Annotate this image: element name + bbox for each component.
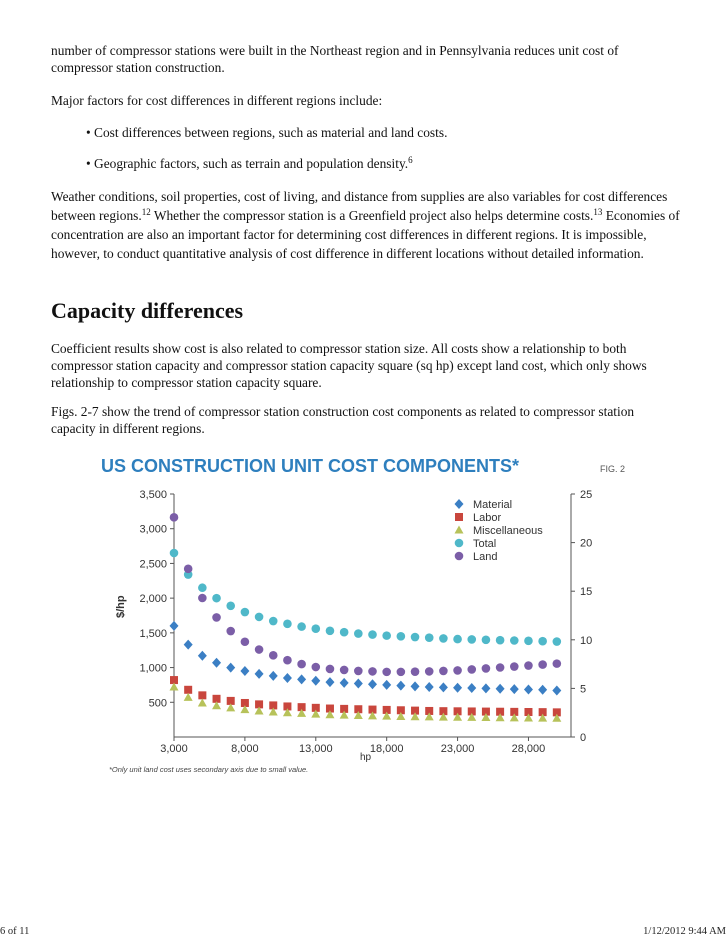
total-point [297,622,306,631]
land-point [538,660,547,669]
total-point [368,630,377,639]
total-point [241,608,250,617]
material-point [411,681,420,691]
cost-components-chart [95,448,640,778]
y2-tick-label: 0 [580,732,587,744]
land-point [212,613,221,622]
land-point [524,661,533,670]
total-point [482,636,491,645]
total-point [326,626,335,635]
land-point [184,565,193,574]
chart-marks [170,513,562,722]
total-point [524,637,533,646]
land-point [439,667,448,676]
y-tick-label: 500 [148,697,167,710]
x-tick-label: 18,000 [369,743,404,755]
land-point [496,663,505,672]
material-point [552,685,561,695]
legend-total-label: Total [473,538,497,550]
land-point [453,666,462,675]
total-point [425,633,434,642]
reference-superscript: 6 [408,155,413,165]
reference-superscript: 12 [141,207,151,217]
material-point [255,669,264,679]
y2-tick-label: 15 [580,586,593,599]
total-point [283,620,292,629]
legend-labor-marker [455,513,463,521]
land-point [226,627,235,636]
total-point [269,617,278,626]
land-point [354,667,363,676]
land-point [170,513,179,522]
paragraph-weather-conditions [51,187,681,263]
legend-total-marker [455,539,464,548]
total-point [467,635,476,644]
land-point [297,660,306,669]
material-point [198,651,207,661]
land-point [311,663,320,672]
material-point [297,674,306,684]
y-tick-label: 3,500 [139,489,167,501]
legend-miscellaneous-label: Miscellaneous [473,525,543,537]
figure-label: FIG. 2 [600,464,626,474]
land-point [411,667,420,676]
total-point [397,632,406,641]
material-point [212,658,221,668]
bullet-text: • Geographic factors, such as terrain and population density. [86,156,409,171]
x-tick-label: 13,000 [298,743,333,755]
total-point [170,549,179,558]
y2-tick-label: 5 [580,683,587,696]
total-point [453,635,462,644]
land-point [510,662,519,671]
land-point [255,645,264,654]
material-point [439,682,448,692]
legend-labor-label: Labor [473,512,502,524]
legend-land-label: Land [473,551,498,563]
y2-tick-label: 10 [580,634,593,647]
legend-miscellaneous-marker [455,526,464,534]
land-point [198,594,207,603]
material-point [396,681,405,691]
chart-footnote: *Only unit land cost uses secondary axis due to small value. [109,765,309,774]
total-point [553,637,562,646]
material-point [354,679,363,689]
material-point [425,682,434,692]
y-tick-label: 3,000 [139,523,167,536]
paragraph-text: Weather conditions, soil properties, cost of living, and distance from supplies are also variables for cost differences between regions. [51,189,668,223]
material-point [481,683,490,693]
y2-tick-label: 20 [580,537,593,550]
paragraph-figs-trend: Figs. 2-7 show the trend of compressor station construction cost components as related to compressor station capacity in different regions. [51,404,635,436]
y-axis-label: $/hp [115,595,127,618]
paragraph-major-factors: Major factors for cost differences in different regions include: [51,93,383,108]
material-point [269,671,278,681]
total-point [340,628,349,637]
bullet-geographic-factors [86,155,413,172]
land-point [553,659,562,668]
land-point [482,664,491,673]
material-point [283,673,292,683]
total-point [226,601,235,610]
x-tick-label: 23,000 [440,743,475,755]
y-tick-label: 1,000 [139,662,167,675]
land-point [467,665,476,674]
material-point [240,666,249,676]
land-point [269,651,278,660]
x-tick-label: 8,000 [231,743,259,755]
page-number: 6 of 11 [0,926,30,937]
labor-point [198,691,206,699]
paragraph-region-cost: number of compressor stations were built in the Northeast region and in Pennsylvania reduces unit cost of compressor station construction. [51,43,619,75]
material-point [226,663,235,673]
material-point [453,683,462,693]
total-point [255,613,264,622]
land-point [397,668,406,677]
total-point [198,583,207,592]
material-point [184,640,193,650]
land-point [340,666,349,675]
miscellaneous-point [198,698,207,706]
section-heading: Capacity differences [51,298,244,323]
material-point [340,678,349,688]
material-point [510,684,519,694]
y-tick-label: 2,000 [139,593,167,606]
total-point [496,636,505,645]
chart-legend [455,499,544,563]
material-point [524,684,533,694]
total-point [354,629,363,638]
legend-land-marker [455,552,464,561]
bullet-cost-differences: • Cost differences between regions, such as material and land costs. [86,125,448,140]
y2-tick-label: 25 [580,489,593,501]
reference-superscript: 13 [593,207,603,217]
land-point [326,665,335,674]
legend-material-marker [455,499,464,509]
total-point [538,637,547,646]
material-point [311,676,320,686]
material-point [325,677,334,687]
paragraph-text: Economies of concentration are also an important factor for determining cost differences in different regions. It is impossible, however, to conduct quantitative analysis of cost difference in different locations without detailed information. [51,208,680,261]
land-point [382,668,391,677]
chart-title: US CONSTRUCTION UNIT COST COMPONENTS* [101,456,520,476]
print-datetime: 1/12/2012 9:44 AM [643,926,726,937]
material-point [496,684,505,694]
material-point [170,621,179,631]
land-point [283,656,292,665]
total-point [510,636,519,645]
material-point [382,680,391,690]
x-tick-label: 3,000 [160,743,188,755]
total-point [212,594,221,603]
total-point [311,624,320,633]
x-tick-label: 28,000 [511,743,546,755]
land-point [425,667,434,676]
material-point [467,683,476,693]
x-axis-label: hp [360,752,372,763]
total-point [382,631,391,640]
paragraph-text: Whether the compressor station is a Greenfield project also helps determine costs. [150,208,594,223]
total-point [411,633,420,642]
material-point [368,679,377,689]
y-tick-label: 1,500 [139,627,167,640]
land-point [241,637,250,646]
land-point [368,667,377,676]
miscellaneous-point [184,693,193,701]
labor-point [184,686,192,694]
total-point [439,634,448,643]
paragraph-coefficient-results: Coefficient results show cost is also related to compressor station size. All costs show a relationship to both compressor station capacity and compressor station capacity square (sq hp) except land cost, which only shows relationship to compressor station capacity square. [51,341,647,390]
y-tick-label: 2,500 [139,558,167,571]
legend-material-label: Material [473,499,513,511]
material-point [538,685,547,695]
